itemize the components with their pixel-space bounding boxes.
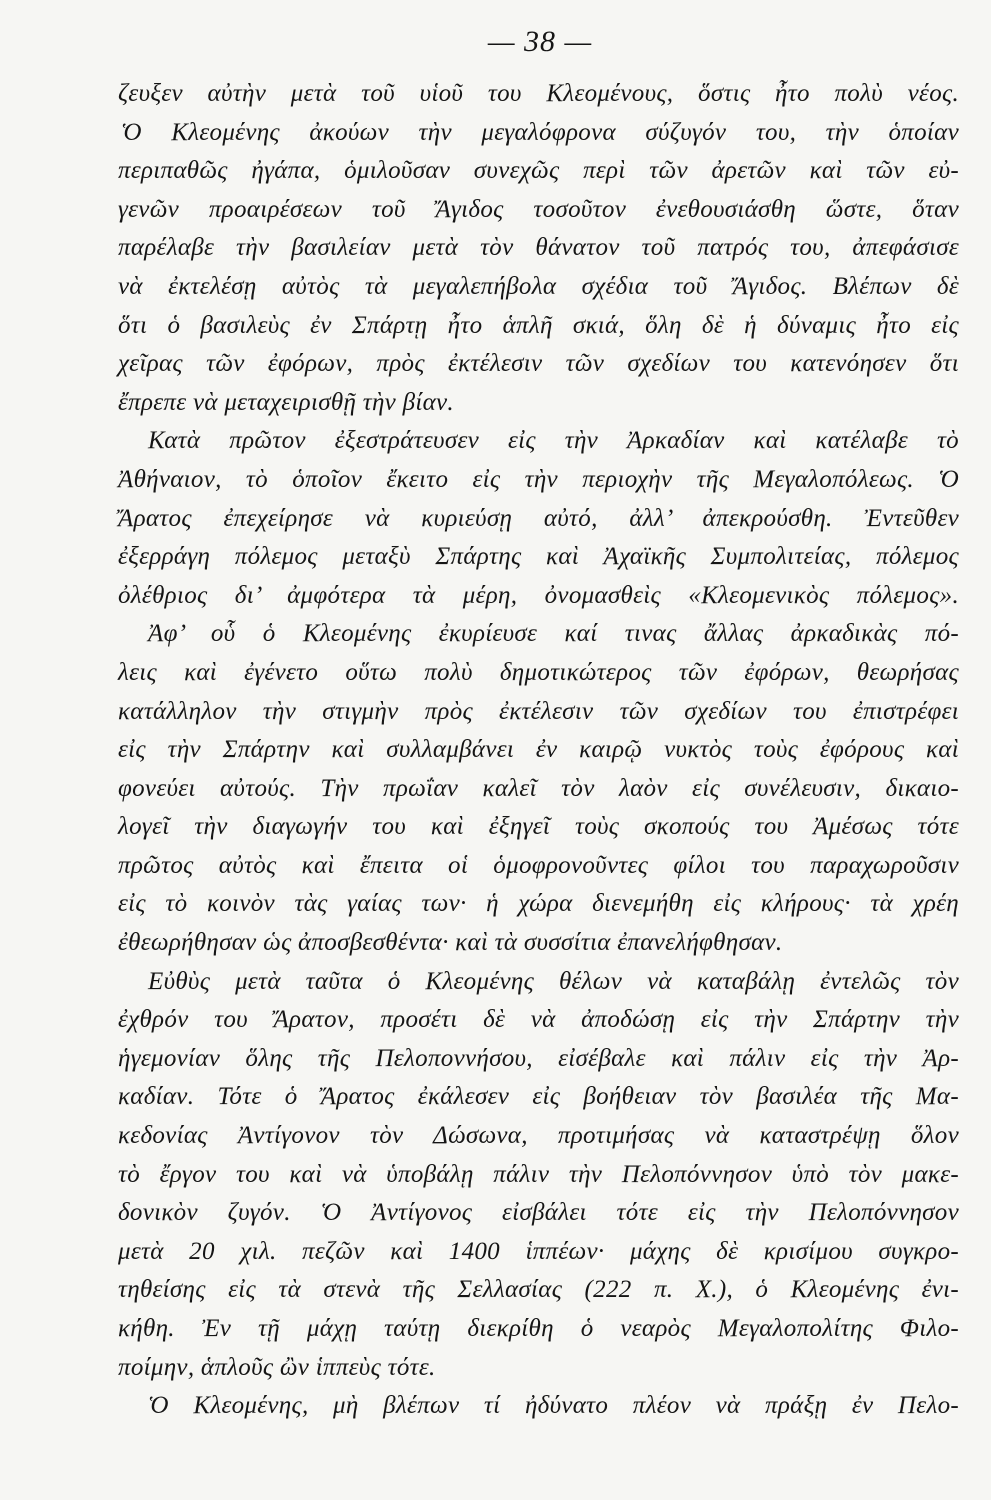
- text-line: μετὰ 20 χιλ. πεζῶν καὶ 1400 ἱππέων· μάχης δὲ κρισίμου συγκρο-: [118, 1237, 959, 1265]
- text-line: δονικὸν ζυγόν. Ὁ Ἀντίγονος εἰσβάλει τότε εἰς τὴν Πελοπόννησον: [118, 1199, 959, 1227]
- text-line: χεῖρας τῶν ἐφόρων, πρὸς ἐκτέλεσιν τῶν σχεδίων του κατενόησεν ὅτι: [118, 350, 959, 378]
- text-body: [118, 75, 959, 1426]
- text-line: ὅτι ὁ βασιλεὺς ἐν Σπάρτῃ ἦτο ἁπλῆ σκιά, ὅλη δὲ ἡ δύναμις ἦτο εἰς: [118, 311, 959, 339]
- text-line: κατάλληλον τὴν στιγμὴν πρὸς ἐκτέλεσιν τῶν σχεδίων του ἐπιστρέφει: [118, 697, 959, 725]
- text-line: ἡγεμονίαν ὅλης τῆς Πελοποννήσου, εἰσέβαλε καὶ πάλιν εἰς τὴν Ἀρ-: [118, 1044, 959, 1072]
- paragraph: [118, 114, 959, 423]
- text-line: καδίαν. Τότε ὁ Ἄρατος ἐκάλεσεν εἰς βοήθειαν τὸν βασιλέα τῆς Μα-: [118, 1083, 959, 1111]
- text-line: κήθη. Ἐν τῇ μάχῃ ταύτῃ διεκρίθη ὁ νεαρὸς Μεγαλοπολίτης Φιλο-: [118, 1315, 959, 1342]
- text-line: ποίμην, ἁπλοῦς ὢν ἱππεὺς τότε.: [118, 1353, 436, 1381]
- text-line: γενῶν προαιρέσεων τοῦ Ἄγιδος τοσοῦτον ἐνεθουσιάσθη ὥστε, ὅταν: [118, 195, 959, 223]
- text-line: Ἀφ’ οὗ ὁ Κλεομένης ἐκυρίευσε καί τινας ἄλλας ἀρκαδικὰς πό-: [148, 620, 959, 648]
- text-line: Ὁ Κλεομένης ἀκούων τὴν μεγαλόφρονα σύζυγόν του, τὴν ὁποίαν: [121, 118, 959, 146]
- text-line: λογεῖ τὴν διαγωγήν του καὶ ἐξηγεῖ τοὺς σκοπούς του Ἀμέσως τότε: [118, 813, 959, 841]
- text-line: παρέλαβε τὴν βασιλείαν μετὰ τὸν θάνατον τοῦ πατρός του, ἀπεφάσισε: [118, 234, 959, 262]
- text-line: περιπαθῶς ἠγάπα, ὁμιλοῦσαν συνεχῶς περὶ τῶν ἀρετῶν καὶ τῶν εὐ-: [118, 157, 959, 185]
- text-line: Ὁ Κλεομένης, μὴ βλέπων τί ἠδύνατο πλέον νὰ πράξῃ ἐν Πελο-: [148, 1392, 959, 1420]
- text-line: Ἄρατος ἐπεχείρησε νὰ κυριεύσῃ αὐτό, ἀλλ’ ἀπεκρούσθη. Ἐντεῦθεν: [118, 504, 959, 532]
- text-line: πρῶτος αὐτὸς καὶ ἔπειτα οἱ ὁμοφρονοῦντες φίλοι του παραχωροῦσιν: [118, 851, 959, 879]
- text-line: ἐχθρόν του Ἄρατον, προσέτι δὲ νὰ ἀποδώσῃ εἰς τὴν Σπάρτην τὴν: [118, 1006, 959, 1034]
- text-line: Εὐθὺς μετὰ ταῦτα ὁ Κλεομένης θέλων νὰ καταβάλῃ ἐντελῶς τὸν: [148, 967, 959, 995]
- paragraph: [118, 422, 959, 615]
- text-line: εἰς τὸ κοινὸν τὰς γαίας των· ἡ χώρα διενεμήθη εἰς κλήρους· τὰ χρέη: [118, 890, 959, 918]
- paragraph: [118, 1387, 959, 1426]
- paragraph: [118, 615, 959, 962]
- text-line: τὸ ἔργον του καὶ νὰ ὑποβάλῃ πάλιν τὴν Πελοπόννησον ὑπὸ τὸν μακε-: [118, 1160, 959, 1188]
- paragraph: [118, 963, 959, 1388]
- paragraph: [118, 75, 959, 114]
- text-line: λεις καὶ ἐγένετο οὕτω πολὺ δημοτικώτερος τῶν ἐφόρων, θεωρήσας: [118, 658, 959, 686]
- text-line: νὰ ἐκτελέσῃ αὐτὸς τὰ μεγαλεπήβολα σχέδια τοῦ Ἄγιδος. Βλέπων δὲ: [118, 272, 959, 300]
- text-line: ἔπρεπε νὰ μεταχειρισθῇ τὴν βίαν.: [118, 388, 454, 416]
- text-line: ὀλέθριος δι’ ἀμφότερα τὰ μέρη, ὀνομασθεὶς «Κλεομενικὸς πόλεμος».: [118, 581, 959, 609]
- text-line: ἐξερράγη πόλεμος μεταξὺ Σπάρτης καὶ Ἀχαϊκῆς Συμπολιτείας, πόλεμος: [118, 543, 959, 571]
- text-line: ζευξεν αὐτὴν μετὰ τοῦ υἱοῦ του Κλεομένους, ὅστις ἦτο πολὺ νέος.: [118, 80, 959, 107]
- text-line: εἰς τὴν Σπάρτην καὶ συλλαμβάνει ἐν καιρῷ νυκτὸς τοὺς ἐφόρους καὶ: [118, 736, 959, 764]
- text-line: Ἀθήναιον, τὸ ὁποῖον ἔκειτο εἰς τὴν περιοχὴν τῆς Μεγαλοπόλεως. Ὁ: [118, 465, 959, 493]
- text-line: Κατὰ πρῶτον ἐξεστράτευσεν εἰς τὴν Ἀρκαδίαν καὶ κατέλαβε τὸ: [148, 427, 959, 455]
- text-line: κεδονίας Ἀντίγονον τὸν Δώσωνα, προτιμήσας νὰ καταστρέψῃ ὅλον: [118, 1122, 959, 1150]
- text-line: φονεύει αὐτούς. Τὴν πρωΐαν καλεῖ τὸν λαὸν εἰς συνέλευσιν, δικαιο-: [118, 774, 959, 802]
- text-line: τηθείσης εἰς τὰ στενὰ τῆς Σελλασίας (222 π. Χ.), ὁ Κλεομένης ἐνι-: [118, 1276, 959, 1304]
- text-line: ἐθεωρήθησαν ὡς ἀποσβεσθέντα· καὶ τὰ συσσίτια ἐπανελήφθησαν.: [118, 929, 783, 957]
- page-number: — 38 —: [487, 25, 593, 58]
